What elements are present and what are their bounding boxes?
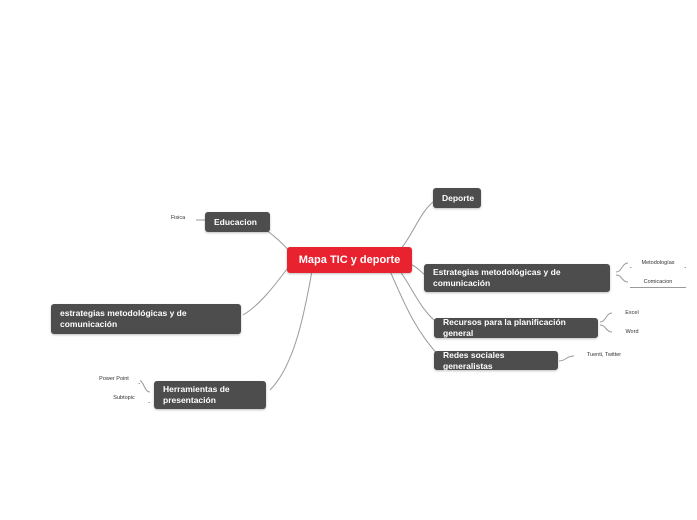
- branch-node-recursos-planificacion-general[interactable]: Recursos para la planificación general: [434, 318, 598, 338]
- edge-tuenti: [559, 356, 574, 361]
- edge-metodologias: [616, 263, 628, 272]
- branch-node-redes-sociales-generalistas[interactable]: Redes sociales generalistas: [434, 351, 558, 370]
- leaf-node-tuenti-twitter[interactable]: Tuenti, Twitter: [575, 349, 633, 360]
- leaf-node-subtopic[interactable]: Subtopic: [98, 392, 150, 403]
- leaf-node-fisica[interactable]: Fisica: [160, 212, 196, 223]
- branch-node-deporte[interactable]: Deporte: [433, 188, 481, 208]
- edge-comicacion: [616, 275, 628, 282]
- edge-root-estrategias-left: [243, 265, 290, 315]
- leaf-node-excel[interactable]: Excel: [612, 307, 652, 318]
- leaf-node-metodologias[interactable]: Metodologías: [630, 257, 686, 268]
- edge-excel: [600, 313, 612, 322]
- leaf-node-comicacion[interactable]: Comicacion: [630, 276, 686, 287]
- leaf-node-word[interactable]: Word: [612, 326, 652, 337]
- branch-node-educacion[interactable]: Educacion: [205, 212, 270, 232]
- root-node-mapa-tic-y-deporte[interactable]: Mapa TIC y deporte: [287, 247, 412, 273]
- edge-word: [600, 325, 612, 332]
- edge-root-deporte: [400, 199, 437, 250]
- branch-node-herramientas-de-presentacion[interactable]: Herramientas de presentación: [154, 381, 266, 409]
- underline-comicacion: [630, 287, 686, 288]
- leaf-node-power-point[interactable]: Power Point: [88, 373, 140, 384]
- branch-node-estrategias-metodologicas-comunicacion-left[interactable]: estrategias metodológicas y de comunicación: [51, 304, 241, 334]
- edge-root-herramientas: [270, 271, 312, 390]
- branch-node-estrategias-metodologicas-comunicacion-right[interactable]: Estrategias metodológicas y de comunicación: [424, 264, 610, 292]
